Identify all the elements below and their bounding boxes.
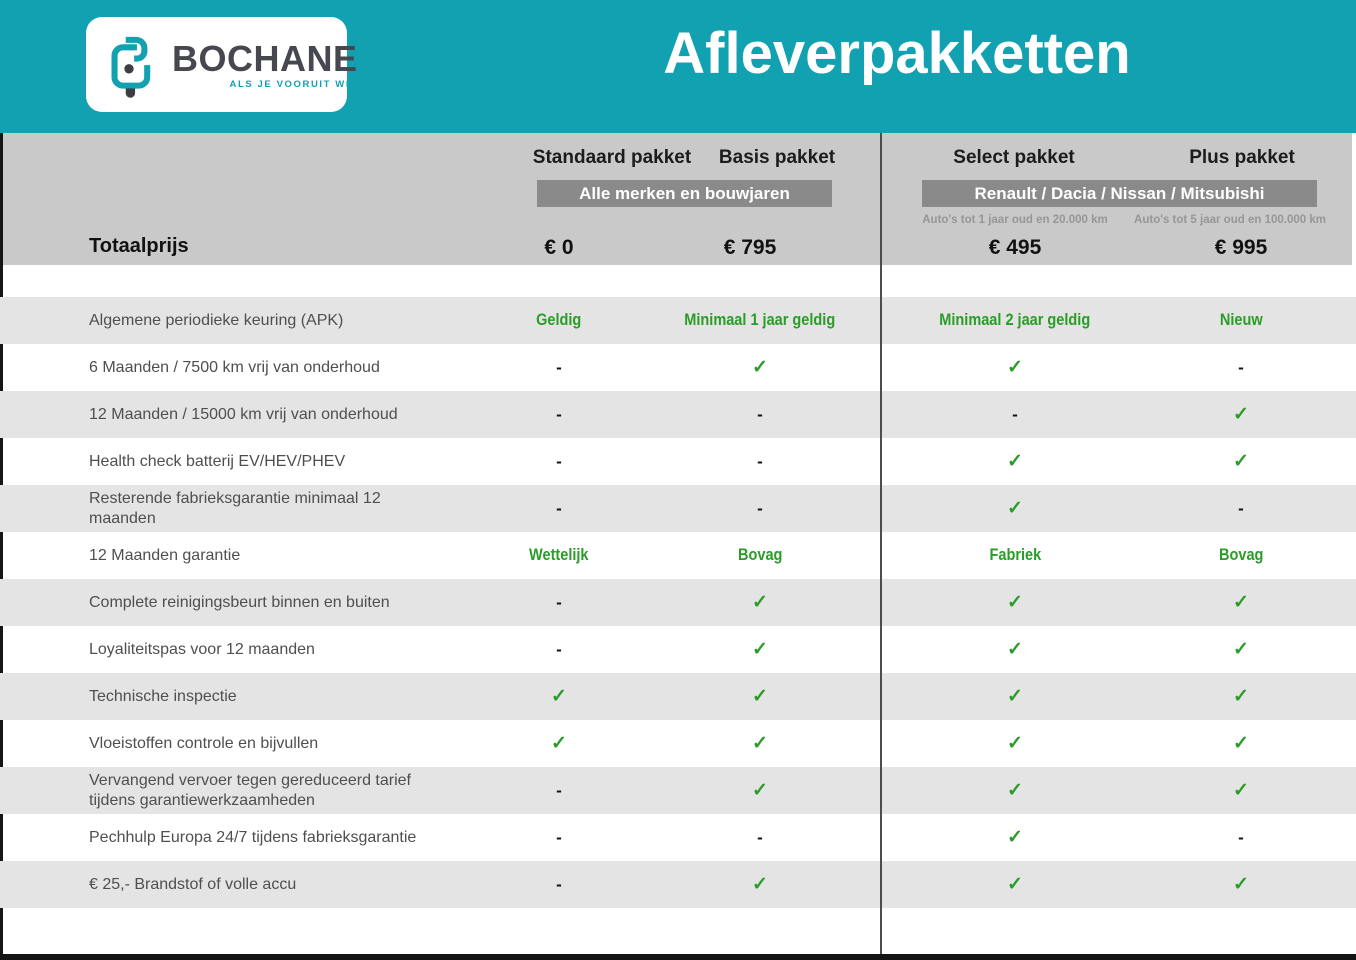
- column-header-standaard: Standaard pakket: [532, 147, 692, 168]
- dash-mark: -: [556, 639, 562, 659]
- feature-value-standaard: [480, 640, 638, 660]
- bochane-logo: [86, 17, 358, 112]
- dash-mark: -: [556, 498, 562, 518]
- column-header-plus: Plus pakket: [1189, 147, 1295, 168]
- check-icon: ✓: [1233, 404, 1249, 425]
- check-icon: ✓: [1007, 686, 1023, 707]
- feature-value-basis: [638, 591, 882, 614]
- price-standaard: € 0: [544, 236, 574, 259]
- dash-mark: -: [556, 827, 562, 847]
- banner-alle-merken: Alle merken en bouwjaren: [537, 180, 832, 207]
- feature-label: Algemene periodieke keuring (APK): [89, 311, 344, 329]
- feature-value-select: [882, 873, 1148, 896]
- column-divider: [880, 133, 882, 960]
- column-header-select: Select pakket: [953, 147, 1075, 168]
- feature-label: 12 Maanden garantie: [89, 546, 241, 564]
- feature-value-text: Minimaal 2 jaar geldig: [939, 311, 1091, 329]
- feature-value-standaard: [480, 405, 638, 425]
- check-icon: ✓: [1007, 733, 1023, 754]
- feature-label: Loyaliteitspas voor 12 maanden: [89, 640, 315, 658]
- feature-value-standaard: [480, 732, 638, 755]
- dash-mark: -: [556, 592, 562, 612]
- feature-value-basis: [638, 546, 882, 565]
- feature-value-standaard: [480, 452, 638, 472]
- header-banner: [0, 0, 1356, 133]
- feature-value-standaard: [480, 311, 638, 330]
- check-icon: ✓: [1007, 780, 1023, 801]
- feature-label: Health check batterij EV/HEV/PHEV: [89, 452, 346, 470]
- feature-value-basis: [638, 638, 882, 661]
- feature-value-text: Fabriek: [989, 546, 1041, 564]
- feature-value-standaard: [480, 499, 638, 519]
- feature-value-plus: [1148, 450, 1334, 473]
- feature-row: [0, 720, 1356, 767]
- feature-value-select: [882, 546, 1148, 565]
- check-icon: ✓: [752, 592, 768, 613]
- feature-value-standaard: [480, 781, 638, 801]
- column-header-basis: Basis pakket: [718, 147, 836, 168]
- feature-value-text: Geldig: [536, 311, 582, 329]
- price-plus: € 995: [1214, 236, 1268, 259]
- feature-value-standaard: [480, 828, 638, 848]
- feature-value-plus: [1148, 403, 1334, 426]
- check-icon: ✓: [1233, 780, 1249, 801]
- feature-value-basis: [638, 685, 882, 708]
- brand-name: BOCHANE: [172, 37, 358, 79]
- check-icon: ✓: [1233, 451, 1249, 472]
- check-icon: ✓: [1007, 592, 1023, 613]
- dash-mark: -: [556, 874, 562, 894]
- feature-table: [0, 265, 1356, 908]
- check-icon: ✓: [752, 686, 768, 707]
- feature-value-basis: [638, 405, 882, 425]
- check-icon: ✓: [551, 686, 567, 707]
- feature-value-plus: [1148, 732, 1334, 755]
- feature-value-select: [882, 497, 1148, 520]
- feature-value-plus: [1148, 499, 1334, 519]
- feature-value-select: [882, 356, 1148, 379]
- car-icon: [108, 31, 164, 101]
- check-icon: ✓: [1007, 874, 1023, 895]
- bottom-edge-bar: [0, 954, 1356, 960]
- feature-row: [0, 626, 1356, 673]
- price-basis: € 795: [723, 236, 777, 259]
- feature-label: Technische inspectie: [89, 687, 237, 705]
- feature-value-text: Bovag: [737, 546, 783, 564]
- feature-value-basis: [638, 828, 882, 848]
- page-title: Afleverpakketten: [663, 21, 1131, 86]
- feature-value-plus: [1148, 638, 1334, 661]
- feature-value-basis: [638, 356, 882, 379]
- feature-value-standaard: [480, 685, 638, 708]
- feature-value-standaard: [480, 358, 638, 378]
- subtitle-select: Auto's tot 1 jaar oud en 20.000 km: [922, 214, 1108, 226]
- dash-mark: -: [757, 827, 763, 847]
- feature-value-plus: [1148, 779, 1334, 802]
- feature-label: Pechhulp Europa 24/7 tijdens fabrieksgarantie: [89, 828, 417, 846]
- feature-value-plus: [1148, 311, 1334, 330]
- feature-label: Vervangend vervoer tegen gereduceerd tarief tijdens garantiewerkzaamheden: [89, 771, 411, 809]
- feature-value-standaard: [480, 875, 638, 895]
- dash-mark: -: [1012, 404, 1018, 424]
- feature-label: Complete reinigingsbeurt binnen en buiten: [89, 593, 390, 611]
- check-icon: ✓: [752, 357, 768, 378]
- check-icon: ✓: [1007, 498, 1023, 519]
- dash-mark: -: [757, 451, 763, 471]
- check-icon: ✓: [752, 874, 768, 895]
- dash-mark: -: [757, 498, 763, 518]
- feature-value-standaard: [480, 593, 638, 613]
- check-icon: ✓: [1233, 592, 1249, 613]
- check-icon: ✓: [1007, 639, 1023, 660]
- feature-label: € 25,- Brandstof of volle accu: [89, 875, 297, 893]
- check-icon: ✓: [1233, 733, 1249, 754]
- rows-spacer: [0, 265, 1356, 297]
- dash-mark: -: [1238, 827, 1244, 847]
- feature-row: [0, 297, 1356, 344]
- feature-value-select: [882, 450, 1148, 473]
- feature-value-select: [882, 638, 1148, 661]
- feature-value-basis: [638, 873, 882, 896]
- feature-row: [0, 814, 1356, 861]
- dash-mark: -: [556, 451, 562, 471]
- feature-row: [0, 485, 1356, 532]
- brand-tagline: ALS JE VOORUIT WIL: [229, 78, 358, 90]
- feature-value-standaard: [480, 546, 638, 565]
- check-icon: ✓: [752, 733, 768, 754]
- total-price-label: Totaalprijs: [89, 235, 189, 257]
- feature-value-plus: [1148, 828, 1334, 848]
- dash-mark: -: [556, 357, 562, 377]
- dash-mark: -: [556, 404, 562, 424]
- subtitle-plus: Auto's tot 5 jaar oud en 100.000 km: [1134, 214, 1326, 226]
- feature-value-text: Bovag: [1218, 546, 1264, 564]
- check-icon: ✓: [551, 733, 567, 754]
- banner-renault-group: Renault / Dacia / Nissan / Mitsubishi: [922, 180, 1317, 207]
- dash-mark: -: [556, 780, 562, 800]
- feature-value-plus: [1148, 546, 1334, 565]
- feature-value-select: [882, 311, 1148, 330]
- feature-value-text: Minimaal 1 jaar geldig: [684, 311, 836, 329]
- check-icon: ✓: [752, 639, 768, 660]
- dash-mark: -: [757, 404, 763, 424]
- check-icon: ✓: [1007, 451, 1023, 472]
- feature-row: [0, 673, 1356, 720]
- feature-row: [0, 391, 1356, 438]
- feature-row: [0, 767, 1356, 814]
- feature-value-select: [882, 826, 1148, 849]
- feature-value-select: [882, 685, 1148, 708]
- logo-text: [172, 37, 358, 90]
- feature-value-plus: [1148, 685, 1334, 708]
- check-icon: ✓: [752, 780, 768, 801]
- feature-value-basis: [638, 499, 882, 519]
- feature-value-basis: [638, 311, 882, 330]
- feature-value-select: [882, 779, 1148, 802]
- feature-value-plus: [1148, 358, 1334, 378]
- check-icon: ✓: [1007, 357, 1023, 378]
- feature-value-select: [882, 591, 1148, 614]
- check-icon: ✓: [1233, 639, 1249, 660]
- dash-mark: -: [1238, 498, 1244, 518]
- feature-row: [0, 579, 1356, 626]
- feature-row: [0, 532, 1356, 579]
- feature-value-basis: [638, 779, 882, 802]
- feature-value-plus: [1148, 591, 1334, 614]
- feature-row: [0, 438, 1356, 485]
- dash-mark: -: [1238, 357, 1244, 377]
- feature-row: [0, 344, 1356, 391]
- feature-value-text: Wettelijk: [529, 546, 589, 564]
- feature-row: [0, 861, 1356, 908]
- feature-label: Resterende fabrieksgarantie minimaal 12 maanden: [89, 489, 381, 527]
- feature-value-select: [882, 405, 1148, 425]
- check-icon: ✓: [1233, 874, 1249, 895]
- feature-label: Vloeistoffen controle en bijvullen: [89, 734, 319, 752]
- feature-label: 12 Maanden / 15000 km vrij van onderhoud: [89, 405, 398, 423]
- check-icon: ✓: [1007, 827, 1023, 848]
- feature-value-text: Nieuw: [1219, 311, 1263, 329]
- check-icon: ✓: [1233, 686, 1249, 707]
- feature-label: 6 Maanden / 7500 km vrij van onderhoud: [89, 358, 380, 376]
- feature-value-plus: [1148, 873, 1334, 896]
- feature-value-select: [882, 732, 1148, 755]
- feature-value-basis: [638, 452, 882, 472]
- feature-value-basis: [638, 732, 882, 755]
- price-select: € 495: [988, 236, 1042, 259]
